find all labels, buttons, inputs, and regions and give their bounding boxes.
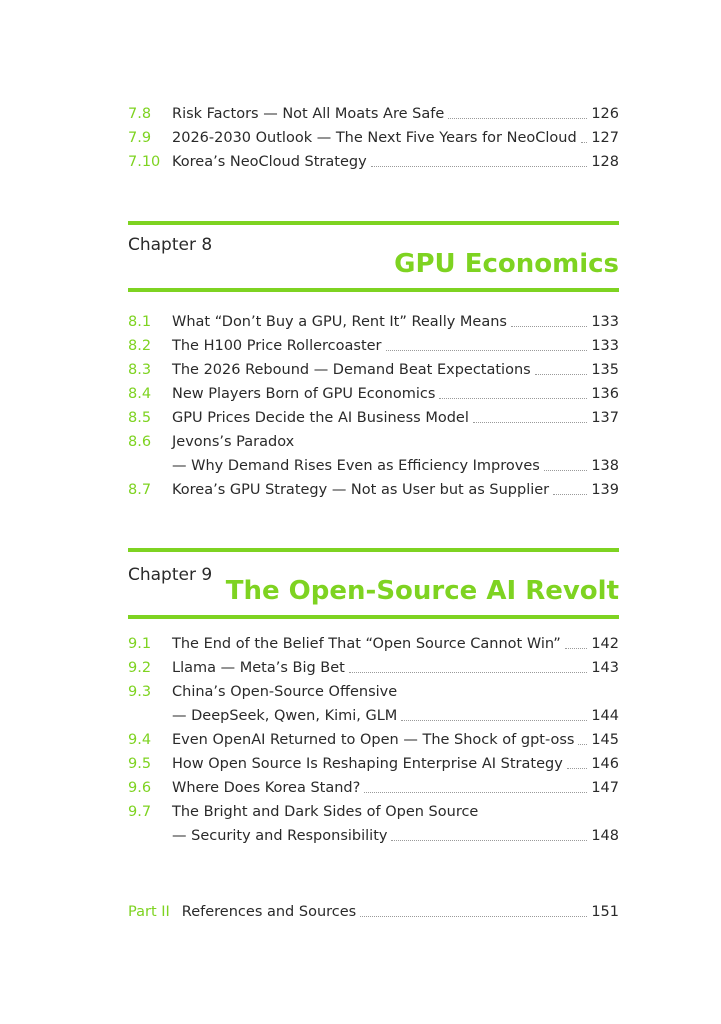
chapter-title[interactable]: The Open-Source AI Revolt <box>225 576 619 606</box>
chapter-title[interactable]: GPU Economics <box>394 249 619 279</box>
entry-title: How Open Source Is Reshaping Enterprise AI Strategy <box>172 756 563 772</box>
chapter8-header <box>128 221 619 293</box>
entry-page: 147 <box>591 780 619 796</box>
entry-page: 133 <box>591 338 619 354</box>
dot-leader <box>567 768 588 769</box>
toc-entry[interactable] <box>128 752 619 776</box>
dot-leader <box>401 720 587 721</box>
entry-page: 136 <box>591 386 619 402</box>
dot-leader <box>349 672 587 673</box>
entry-number: 8.7 <box>128 482 152 498</box>
dot-leader <box>553 494 587 495</box>
toc-entry-continuation[interactable] <box>128 704 619 728</box>
toc-entry[interactable] <box>128 334 619 358</box>
chapter9-entries <box>128 632 619 848</box>
toc-entry[interactable] <box>128 900 619 924</box>
entry-number: 8.2 <box>128 338 152 354</box>
entry-page: 143 <box>591 660 619 676</box>
toc-entry[interactable] <box>128 102 619 126</box>
toc-entry-continuation[interactable] <box>128 824 619 848</box>
entry-title: Korea’s GPU Strategy — Not as User but as Supplier <box>172 482 550 498</box>
entry-number: 9.2 <box>128 660 152 676</box>
toc-entry[interactable] <box>128 680 619 704</box>
toc-entry[interactable] <box>128 656 619 680</box>
dot-leader <box>565 648 588 649</box>
dot-leader <box>511 326 587 327</box>
entry-title: Risk Factors — Not All Moats Are Safe <box>172 106 445 122</box>
dot-leader <box>473 422 587 423</box>
chapter-rule-bottom <box>128 288 619 292</box>
entry-page: 128 <box>591 154 619 170</box>
chapter9-header <box>128 548 619 620</box>
entry-title: Llama — Meta’s Big Bet <box>172 660 345 676</box>
dot-leader <box>371 166 588 167</box>
entry-page: 135 <box>591 362 619 378</box>
entry-number: 8.5 <box>128 410 152 426</box>
toc-entry[interactable] <box>128 800 619 824</box>
chapter8-entries <box>128 310 619 502</box>
part-entry <box>128 900 619 924</box>
entry-title: What “Don’t Buy a GPU, Rent It” Really Means <box>172 314 507 330</box>
dot-leader <box>386 350 588 351</box>
entry-title: GPU Prices Decide the AI Business Model <box>172 410 469 426</box>
dot-leader <box>581 142 588 143</box>
chapter-label: Chapter 9 <box>128 565 213 585</box>
toc-entry[interactable] <box>128 310 619 334</box>
entry-page: 144 <box>591 708 619 724</box>
entry-title: Korea’s NeoCloud Strategy <box>172 154 367 170</box>
entry-title: Even OpenAI Returned to Open — The Shock of gpt-oss <box>172 732 575 748</box>
entry-page: 145 <box>591 732 619 748</box>
part-number: Part II <box>128 904 170 920</box>
entry-page: 127 <box>591 130 619 146</box>
entry-number: 9.1 <box>128 636 152 652</box>
entry-title: The End of the Belief That “Open Source Cannot Win” <box>172 636 561 652</box>
entry-number: 9.4 <box>128 732 152 748</box>
toc-entry[interactable] <box>128 776 619 800</box>
entry-number: 9.5 <box>128 756 152 772</box>
toc-entry[interactable] <box>128 126 619 150</box>
entry-number: 7.10 <box>128 154 161 170</box>
toc-entry[interactable] <box>128 728 619 752</box>
entry-page: 146 <box>591 756 619 772</box>
entry-page: 139 <box>591 482 619 498</box>
toc-entry[interactable] <box>128 150 619 174</box>
dot-leader <box>535 374 588 375</box>
entry-page: 151 <box>591 904 619 920</box>
entry-title: The H100 Price Rollercoaster <box>172 338 382 354</box>
entry-title: References and Sources <box>181 904 357 920</box>
toc-entry[interactable] <box>128 430 619 454</box>
entry-title: Jevons’s Paradox <box>172 434 295 450</box>
chapter-label: Chapter 8 <box>128 235 213 255</box>
entry-number: 8.3 <box>128 362 152 378</box>
entry-title: — Why Demand Rises Even as Efficiency Improves <box>172 458 540 474</box>
entry-title: The 2026 Rebound — Demand Beat Expectations <box>172 362 531 378</box>
dot-leader <box>391 840 587 841</box>
entry-title: — Security and Responsibility <box>172 828 388 844</box>
dot-leader <box>364 792 587 793</box>
chapter-rule-top <box>128 221 619 225</box>
entry-page: 126 <box>591 106 619 122</box>
dot-leader <box>439 398 587 399</box>
entry-title: China’s Open-Source Offensive <box>172 684 398 700</box>
dot-leader <box>544 470 588 471</box>
entry-page: 133 <box>591 314 619 330</box>
entry-page: 142 <box>591 636 619 652</box>
toc-entry-continuation[interactable] <box>128 454 619 478</box>
entry-number: 8.1 <box>128 314 152 330</box>
entry-title: — DeepSeek, Qwen, Kimi, GLM <box>172 708 398 724</box>
entry-title: Where Does Korea Stand? <box>172 780 361 796</box>
entry-number: 8.4 <box>128 386 152 402</box>
toc-entry[interactable] <box>128 406 619 430</box>
entry-number: 9.6 <box>128 780 152 796</box>
entry-page: 138 <box>591 458 619 474</box>
dot-leader <box>448 118 587 119</box>
entry-page: 137 <box>591 410 619 426</box>
entry-page: 148 <box>591 828 619 844</box>
toc-entry[interactable] <box>128 632 619 656</box>
chapter7-entries <box>128 102 619 174</box>
dot-leader <box>578 744 587 745</box>
entry-title: New Players Born of GPU Economics <box>172 386 436 402</box>
dot-leader <box>360 916 587 917</box>
entry-number: 8.6 <box>128 434 152 450</box>
entry-title: The Bright and Dark Sides of Open Source <box>172 804 479 820</box>
entry-number: 9.3 <box>128 684 152 700</box>
entry-number: 7.9 <box>128 130 152 146</box>
entry-title: 2026-2030 Outlook — The Next Five Years for NeoCloud <box>172 130 577 146</box>
chapter-rule-top <box>128 548 619 552</box>
toc-entry[interactable] <box>128 382 619 406</box>
entry-number: 7.8 <box>128 106 152 122</box>
toc-entry[interactable] <box>128 358 619 382</box>
entry-number: 9.7 <box>128 804 152 820</box>
chapter-rule-bottom <box>128 615 619 619</box>
toc-entry[interactable] <box>128 478 619 502</box>
